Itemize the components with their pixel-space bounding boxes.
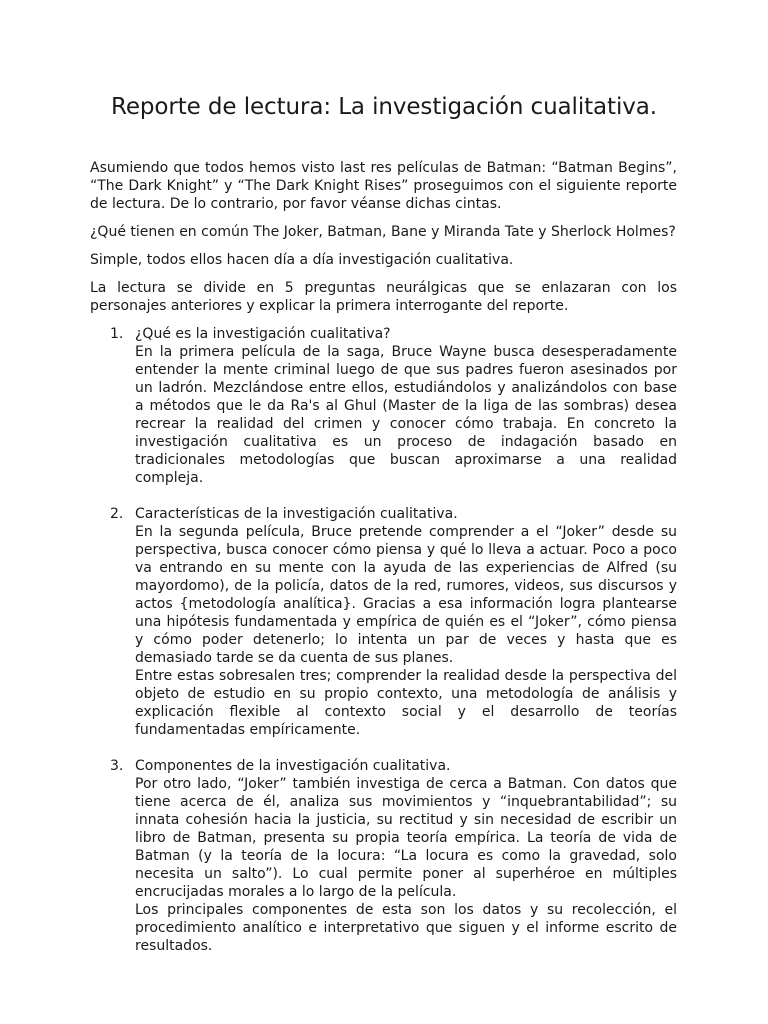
question-heading: Componentes de la investigación cualitativa. [135,758,451,774]
question-item [90,505,677,739]
question-list [90,325,677,955]
document-body [90,159,677,973]
question-paragraph: Entre estas sobresalen tres; comprender la realidad desde la perspectiva del objeto de estudio en su propio contexto, una metodología de análisis y explicación flexible al contexto social y el desarrollo de teorías fundamentadas empíricamente. [135,668,677,738]
question-heading: Características de la investigación cualitativa. [135,506,458,522]
question-item [90,757,677,955]
question-item [90,325,677,487]
list-number: 2. [110,506,124,522]
page-title: Reporte de lectura: La investigación cualitativa. [111,94,657,120]
question-paragraph: Por otro lado, “Joker” también investiga de cerca a Batman. Con datos que tiene acerca de él, analiza sus movimientos y “inquebrantabilidad”; su innata cohesión hacia la justicia, su rectitud y sin necesidad de escribir un libro de Batman, presenta su propia teoría empírica. La teoría de vida de Batman (y la teoría de la locura: “La locura es como la gravedad, solo necesita un salto”). Lo cual permite poner al superhéroe en múltiples encrucijadas morales a lo largo de la película. [135,776,677,900]
intro-paragraph: Asumiendo que todos hemos visto last res películas de Batman: “Batman Begins”, “The Dark Knight” y “The Dark Knight Rises” proseguimos con el siguiente reporte de lectura. De lo contrario, por favor véanse dichas cintas. [90,160,677,212]
list-number: 3. [110,758,124,774]
intro-answer: Simple, todos ellos hacen día a día investigación cualitativa. [90,252,514,268]
intro-question: ¿Qué tienen en común The Joker, Batman, Bane y Miranda Tate y Sherlock Holmes? [90,224,676,240]
intro-outline: La lectura se divide en 5 preguntas neurálgicas que se enlazaran con los personajes anteriores y explicar la primera interrogante del reporte. [90,280,677,314]
list-number: 1. [110,326,124,342]
question-heading: ¿Qué es la investigación cualitativa? [135,326,391,342]
question-paragraph: En la segunda película, Bruce pretende comprender a el “Joker” desde su perspectiva, busca conocer cómo piensa y qué lo lleva a actuar. Poco a poco va entrando en su mente con la ayuda de las experiencias de Alfred (su mayordomo), de la policía, datos de la red, rumores, videos, sus discursos y actos {metodología analítica}. Gracias a esa información logra plantearse una hipótesis fundamentada y empírica de quién es el “Joker”, cómo piensa y cómo poder detenerlo; lo intenta un par de veces y hasta que es demasiado tarde se da cuenta de sus planes. [135,524,677,666]
question-paragraph: En la primera película de la saga, Bruce Wayne busca desesperadamente entender la mente criminal luego de que sus padres fueron asesinados por un ladrón. Mezclándose entre ellos, estudiándolos y analizándolos con base a métodos que le da Ra's al Ghul (Master de la liga de las sombras) desea recrear la realidad del crimen y conocer cómo trabaja. En concreto la investigación cualitativa es un proceso de indagación basado en tradicionales metodologías que buscan aproximarse a una realidad compleja. [135,344,677,486]
question-paragraph: Los principales componentes de esta son los datos y su recolección, el procedimiento analítico e interpretativo que siguen y el informe escrito de resultados. [135,902,677,954]
